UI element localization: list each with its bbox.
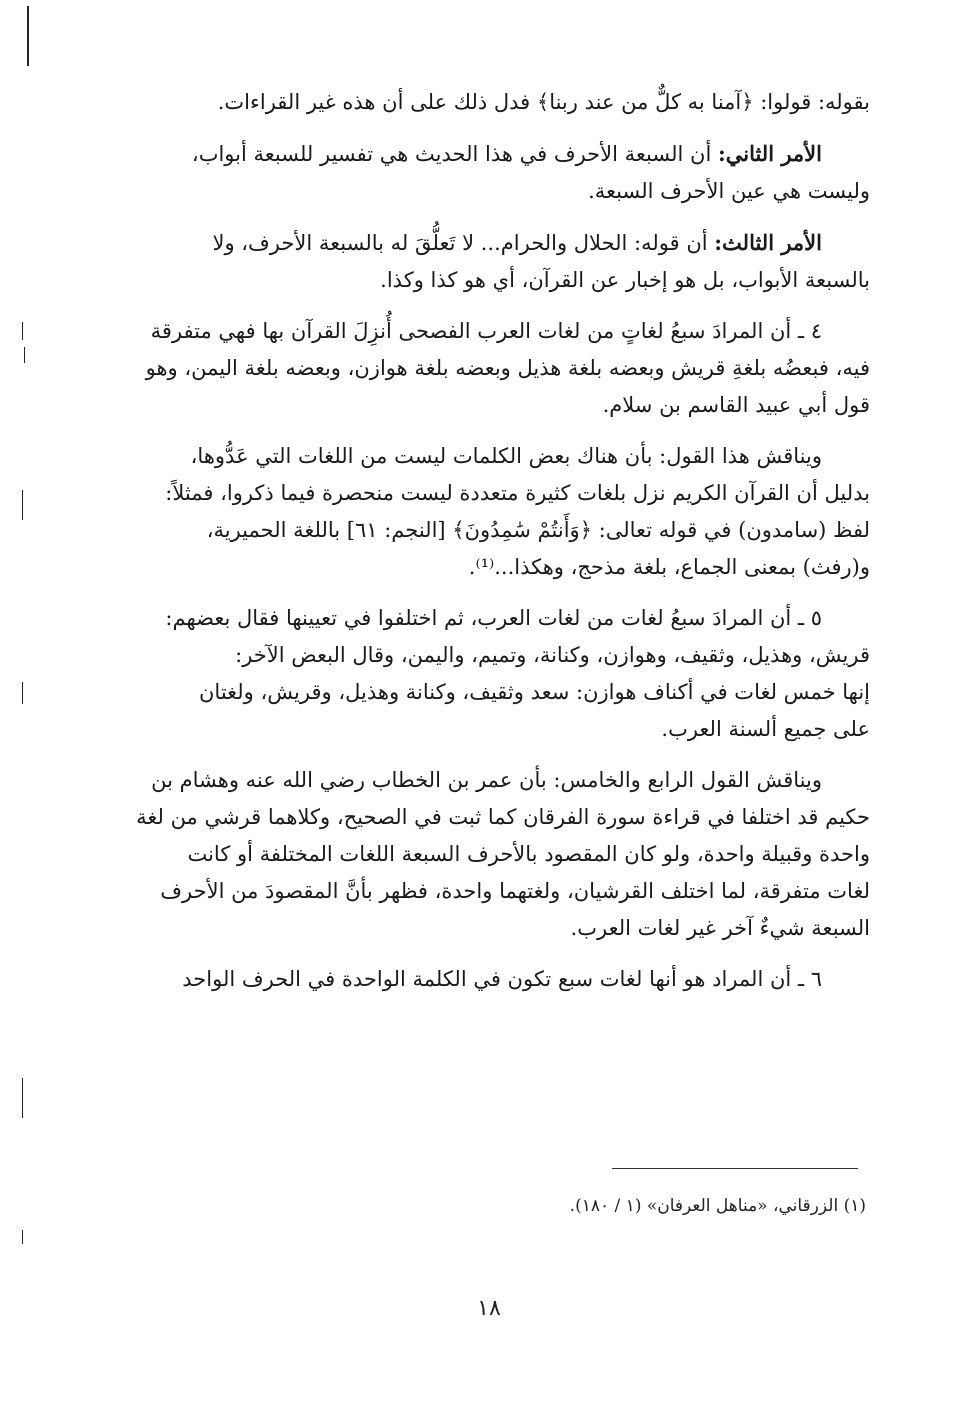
text-line — [118, 135, 870, 173]
text-line: لفظ (سامدون) في قوله تعالى: ﴿وَأَنتُمْ سَٰمِدُونَ﴾ [النجم: ٦١] باللغة الحميرية، — [206, 518, 870, 542]
text-line: لغات متفرقة، لما اختلف القرشيان، ولغتهما واحدة، فظهر بأنَّ المقصودَ من الأحرف — [160, 879, 870, 903]
text-fragment: أن السبعة الأحرف في هذا الحديث هي تفسير للسبعة أبواب، — [191, 142, 712, 166]
text-line: واحدة وقبيلة واحدة، ولو كان المقصود بالأحرف السبعة اللغات المختلفة أو كانت — [187, 842, 870, 866]
text-line: بالسبعة الأبواب، بل هو إخبار عن القرآن، أي هو كذا وكذا. — [380, 268, 870, 292]
text-line — [118, 224, 870, 262]
scan-margin-mark — [22, 490, 23, 520]
text-line: ويناقش القول الرابع والخامس: بأن عمر بن الخطاب رضي الله عنه وهشام بن — [151, 768, 822, 792]
text-line: إنها خمس لغات في أكناف هوازن: سعد وثقيف، وكنانة وهذيل، وقريش، ولغتان — [199, 680, 870, 704]
text-line: ٥ ـ أن المرادَ سبعُ لغات من لغات العرب، ثم اختلفوا في تعيينها فقال بعضهم: — [165, 606, 822, 630]
paragraph-heading: الأمر الثالث: — [714, 230, 822, 255]
scan-margin-mark — [22, 322, 23, 340]
scan-margin-mark — [22, 682, 23, 704]
text-line: قول أبي عبيد القاسم بن سلام. — [602, 393, 870, 417]
footnote: (١) الزرقاني، «مناهل العرفان» (١ / ١٨٠). — [569, 1196, 866, 1216]
page-number: ١٨ — [477, 1296, 501, 1321]
text-line: و(رفث) بمعنى الجماع، بلغة مذحج، وهكذا...⁽¹⁾. — [468, 555, 870, 579]
text-line: حكيم قد اختلفا في قراءة سورة الفرقان كما ثبت في الصحيح، وكلاهما قرشي من لغة — [136, 805, 870, 829]
text-fragment: أن قوله: الحلال والحرام... لا تَعلُّقَ له بالسبعة الأحرف، ولا — [212, 231, 708, 255]
footnote-separator — [612, 1168, 858, 1169]
text-line: ويناقش هذا القول: بأن هناك بعض الكلمات ليست من اللغات التي عَدُّوها، — [190, 444, 822, 468]
paragraph-opinion-5 — [118, 600, 870, 748]
text-line: وليست هي عين الأحرف السبعة. — [588, 179, 870, 203]
paragraph-heading: الأمر الثاني: — [717, 141, 822, 166]
text-line: ٤ ـ أن المرادَ سبعُ لغاتٍ من لغات العرب الفصحى أُنزِلَ القرآن بها فهي متفرقة — [150, 319, 822, 343]
scan-margin-mark — [27, 6, 29, 66]
text-line: بقوله: قولوا: ﴿آمنا به كلٌّ من عند ربنا﴾ فدل ذلك على أن هذه غير القراءات. — [217, 90, 870, 114]
paragraph-continuation — [118, 84, 870, 121]
paragraph-discussion-4 — [118, 438, 870, 586]
scan-margin-mark — [22, 1078, 23, 1118]
page-body — [118, 84, 870, 1012]
scan-margin-mark — [22, 1230, 23, 1244]
paragraph-opinion-6 — [118, 961, 870, 998]
text-line: السبعة شيءٌ آخر غير لغات العرب. — [570, 916, 870, 940]
text-line: ٦ ـ أن المراد هو أنها لغات سبع تكون في الكلمة الواحدة في الحرف الواحد — [182, 967, 822, 991]
scan-margin-mark — [24, 347, 25, 363]
paragraph-opinion-4 — [118, 313, 870, 424]
paragraph-third-matter — [118, 224, 870, 299]
text-line: فيه، فبعضُه بلغةِ قريش وبعضه بلغة هذيل وبعضه بلغة هوازن، وبعضه بلغة اليمن، وهو — [145, 356, 870, 380]
text-line: قريش، وهذيل، وثقيف، وهوازن، وكنانة، وتميم، واليمن، وقال البعض الآخر: — [235, 643, 870, 667]
text-line: على جميع ألسنة العرب. — [661, 717, 870, 741]
paragraph-discussion-4-5 — [118, 762, 870, 947]
text-line: بدليل أن القرآن الكريم نزل بلغات كثيرة متعددة ليست منحصرة فيما ذكروا، فمثلاً: — [165, 481, 870, 505]
paragraph-second-matter — [118, 135, 870, 210]
